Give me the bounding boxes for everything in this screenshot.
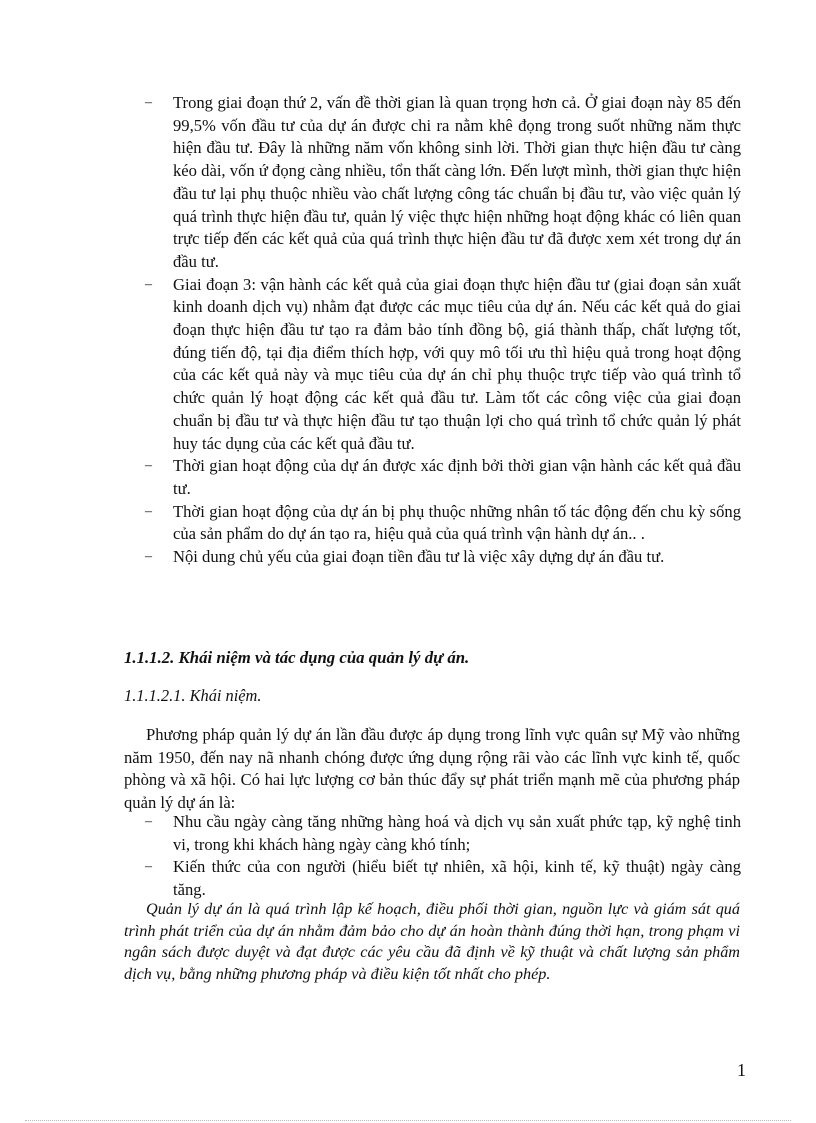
list-item bbox=[145, 455, 741, 500]
bullet-dash: – bbox=[145, 503, 152, 519]
bullet-dash: – bbox=[145, 458, 152, 474]
phase-bullet-list bbox=[145, 92, 741, 569]
page-bottom-divider bbox=[25, 1120, 791, 1121]
subsection-heading: 1.1.1.2.1. Khái niệm. bbox=[124, 686, 262, 705]
list-item-text: Kiến thức của con người (hiểu biết tự nhiên, xã hội, kinh tế, kỹ thuật) ngày càng tăng. bbox=[173, 857, 741, 900]
list-item bbox=[145, 92, 741, 274]
list-item-text: Nhu cầu ngày càng tăng những hàng hoá và dịch vụ sản xuất phức tạp, kỹ nghệ tinh vi, trong khi khách hàng ngày càng khó tính; bbox=[173, 812, 741, 854]
definition-paragraph: Quản lý dự án là quá trình lập kế hoạch, điều phối thời gian, nguồn lực và giám sát quá trình phát triển của dự án nhằm đảm bảo cho dự án hoàn thành đúng thời hạn, trong phạm vi ngân sách được duyệt và đạt được các yêu cầu đã định về kỹ thuật và chất lượng sản phẩm dịch vụ, bằng những phương pháp và điều kiện tốt nhất cho phép. bbox=[124, 900, 740, 983]
bullet-dash: – bbox=[145, 814, 152, 829]
list-item-text: Trong giai đoạn thứ 2, vấn đề thời gian là quan trọng hơn cả. Ở giai đoạn này 85 đến 99,5% vốn đầu tư của dự án được chi ra nằm khê đọng trong suốt những năm thực hiện đầu tư. Đây là những năm vốn không sinh lời. Thời gian thực hiện đầu tư càng kéo dài, vốn ứ đọng càng nhiều, tổn thất càng lớn. Đến lượt mình, thời gian thực hiện đầu tư lại phụ thuộc nhiều vào chất lượng công tác chuẩn bị đầu tư, vào việc quản lý quá trình thực hiện đầu tư, quản lý việc thực hiện những hoạt động khác có liên quan trực tiếp đến các kết quả của quá trình thực hiện đầu tư đã được xem xét trong dự án đầu tư. bbox=[173, 93, 741, 271]
page-number: 1 bbox=[737, 1060, 746, 1080]
list-item-text: Giai đoạn 3: vận hành các kết quả của giai đoạn thực hiện đầu tư (giai đoạn sản xuất kinh doanh dịch vụ) nhằm đạt được các mục tiêu của dự án. Nếu các kết quả do giai đoạn thực hiện đầu tư tạo ra đảm bảo tính đồng bộ, giá thành thấp, chất lượng tốt, đúng tiến độ, tại địa điểm thích hợp, với quy mô tối ưu thì hiệu quả trong hoạt động của các kết quả này và mục tiêu của dự án chỉ phụ thuộc trực tiếp vào quá trình tổ chức quản lý hoạt động các kết quả đầu tư. Làm tốt các công việc của giai đoạn chuẩn bị đầu tư và thực hiện đầu tư tạo thuận lợi cho quá trình tổ chức quản lý phát huy tác dụng của các kết quả đầu tư. bbox=[173, 274, 741, 453]
list-item bbox=[145, 274, 741, 456]
bullet-dash: – bbox=[145, 549, 152, 565]
bullet-dash: – bbox=[145, 859, 152, 875]
list-item bbox=[145, 811, 741, 856]
bullet-dash: – bbox=[145, 276, 152, 292]
list-item-text: Nội dung chủ yếu của giai đoạn tiền đầu tư là việc xây dựng dự án đầu tư. bbox=[173, 547, 665, 567]
list-item bbox=[145, 546, 741, 569]
list-item bbox=[145, 856, 741, 901]
list-item-text: Thời gian hoạt động của dự án được xác định bởi thời gian vận hành các kết quả đầu tư. bbox=[173, 456, 741, 498]
bullet-dash: – bbox=[145, 95, 152, 110]
intro-paragraph: Phương pháp quản lý dự án lần đầu được áp dụng trong lĩnh vực quân sự Mỹ vào những năm 1950, đến nay nã nhanh chóng được ứng dụng rộng rãi vào các lĩnh vực kinh tế, quốc phòng và xã hội. Có hai lực lượng cơ bản thúc đẩy sự phát triển mạnh mẽ của phương pháp quản lý dự án là: bbox=[124, 725, 740, 813]
section-heading: 1.1.1.2. Khái niệm và tác dụng của quản lý dự án. bbox=[124, 648, 470, 667]
driver-bullet-list bbox=[145, 811, 741, 902]
list-item bbox=[145, 501, 741, 546]
list-item-text: Thời gian hoạt động của dự án bị phụ thuộc những nhân tố tác động đến chu kỳ sống của sản phẩm do dự án tạo ra, hiệu quả của quá trình vận hành dự án.. . bbox=[173, 501, 741, 544]
